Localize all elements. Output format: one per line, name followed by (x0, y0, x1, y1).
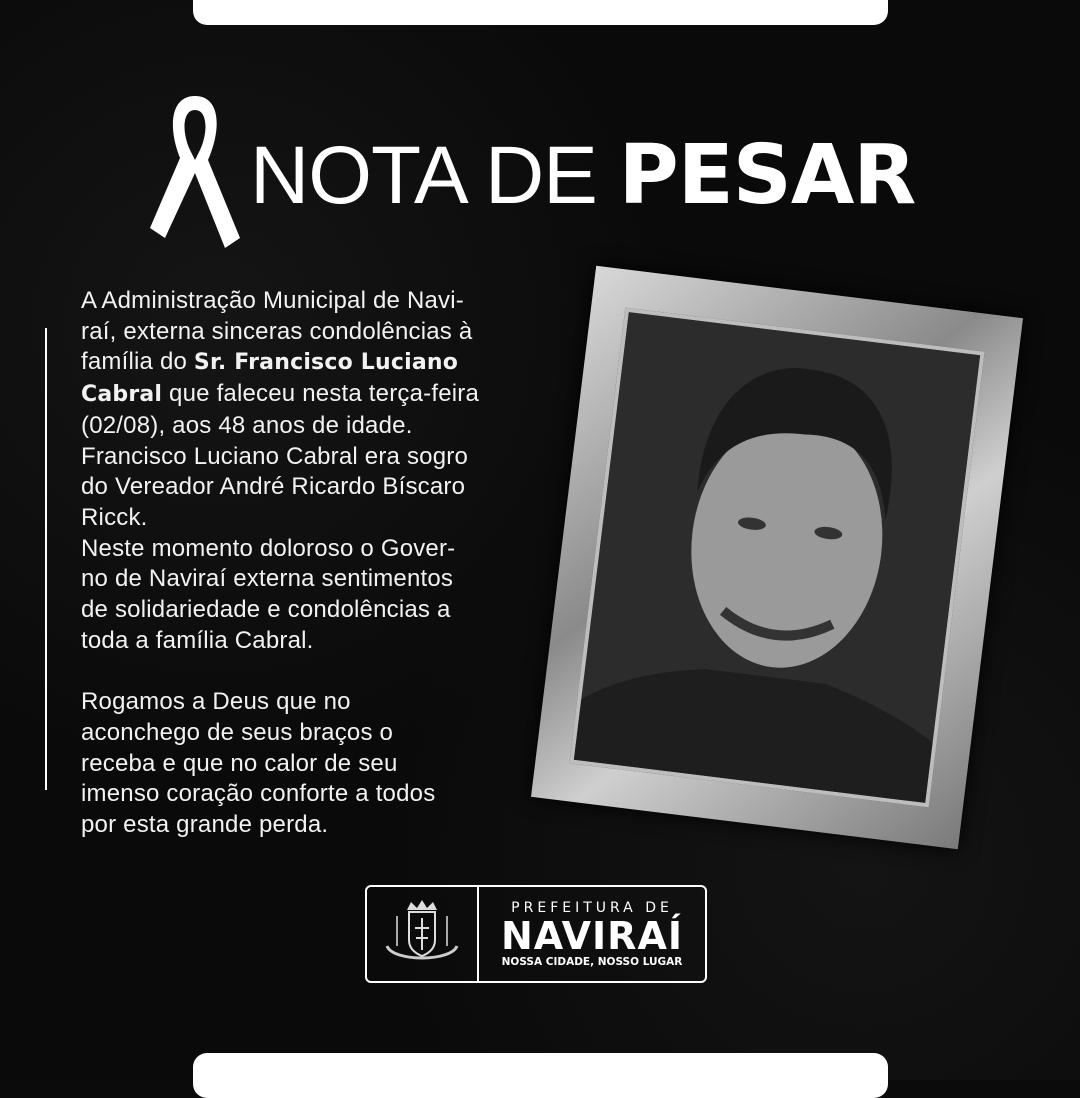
text-line: aconchego de seus braços o (81, 718, 394, 746)
top-white-bar (193, 0, 888, 25)
text-line: no de Naviraí externa sentimentos (81, 565, 454, 593)
text-line (81, 347, 479, 379)
text-line: (02/08), aos 48 anos de idade. (81, 411, 413, 439)
logo-line-1: PREFEITURA DE (511, 900, 673, 916)
text-line: Rogamos a Deus que no (81, 688, 351, 716)
text-line: Ricck. (81, 503, 148, 531)
text-line (81, 379, 479, 411)
prefeitura-logo (365, 885, 707, 983)
title-thin: NOTA DE (250, 130, 619, 221)
text-line: Francisco Luciano Cabral era sogro (81, 442, 468, 470)
text-line: de solidariedade e condolências a (81, 596, 451, 624)
title-bold: PESAR (618, 128, 916, 223)
logo-city-name: NAVIRAÍ (501, 914, 683, 958)
text-line: Neste momento doloroso o Gover- (81, 534, 456, 562)
text-line: por esta grande perda. (81, 810, 329, 838)
text-line: A Administração Municipal de Navi- (81, 287, 464, 314)
deceased-name: Sr. Francisco Luciano (193, 350, 459, 376)
text-span: que faleceu nesta terça-feira (162, 380, 480, 408)
ornate-picture-frame (531, 266, 1023, 849)
city-crest-icon (367, 887, 479, 981)
mourning-ribbon-icon (140, 88, 250, 258)
condolence-text (81, 286, 479, 841)
text-span: família do (81, 348, 194, 376)
text-line: raí, externa sinceras condolências à (81, 317, 473, 345)
logo-slogan: NOSSA CIDADE, NOSSO LUGAR (501, 956, 683, 968)
vertical-divider (45, 328, 47, 790)
bottom-white-bar (193, 1053, 888, 1098)
text-line: imenso coração conforte a todos (81, 780, 436, 808)
portrait-image (574, 312, 980, 803)
page-title (250, 128, 915, 224)
text-line: receba e que no calor de seu (81, 749, 398, 777)
portrait-photo (569, 308, 984, 808)
text-line: do Vereador André Ricardo Bíscaro (81, 473, 466, 501)
deceased-surname: Cabral (81, 382, 163, 408)
text-line: toda a família Cabral. (81, 626, 314, 654)
